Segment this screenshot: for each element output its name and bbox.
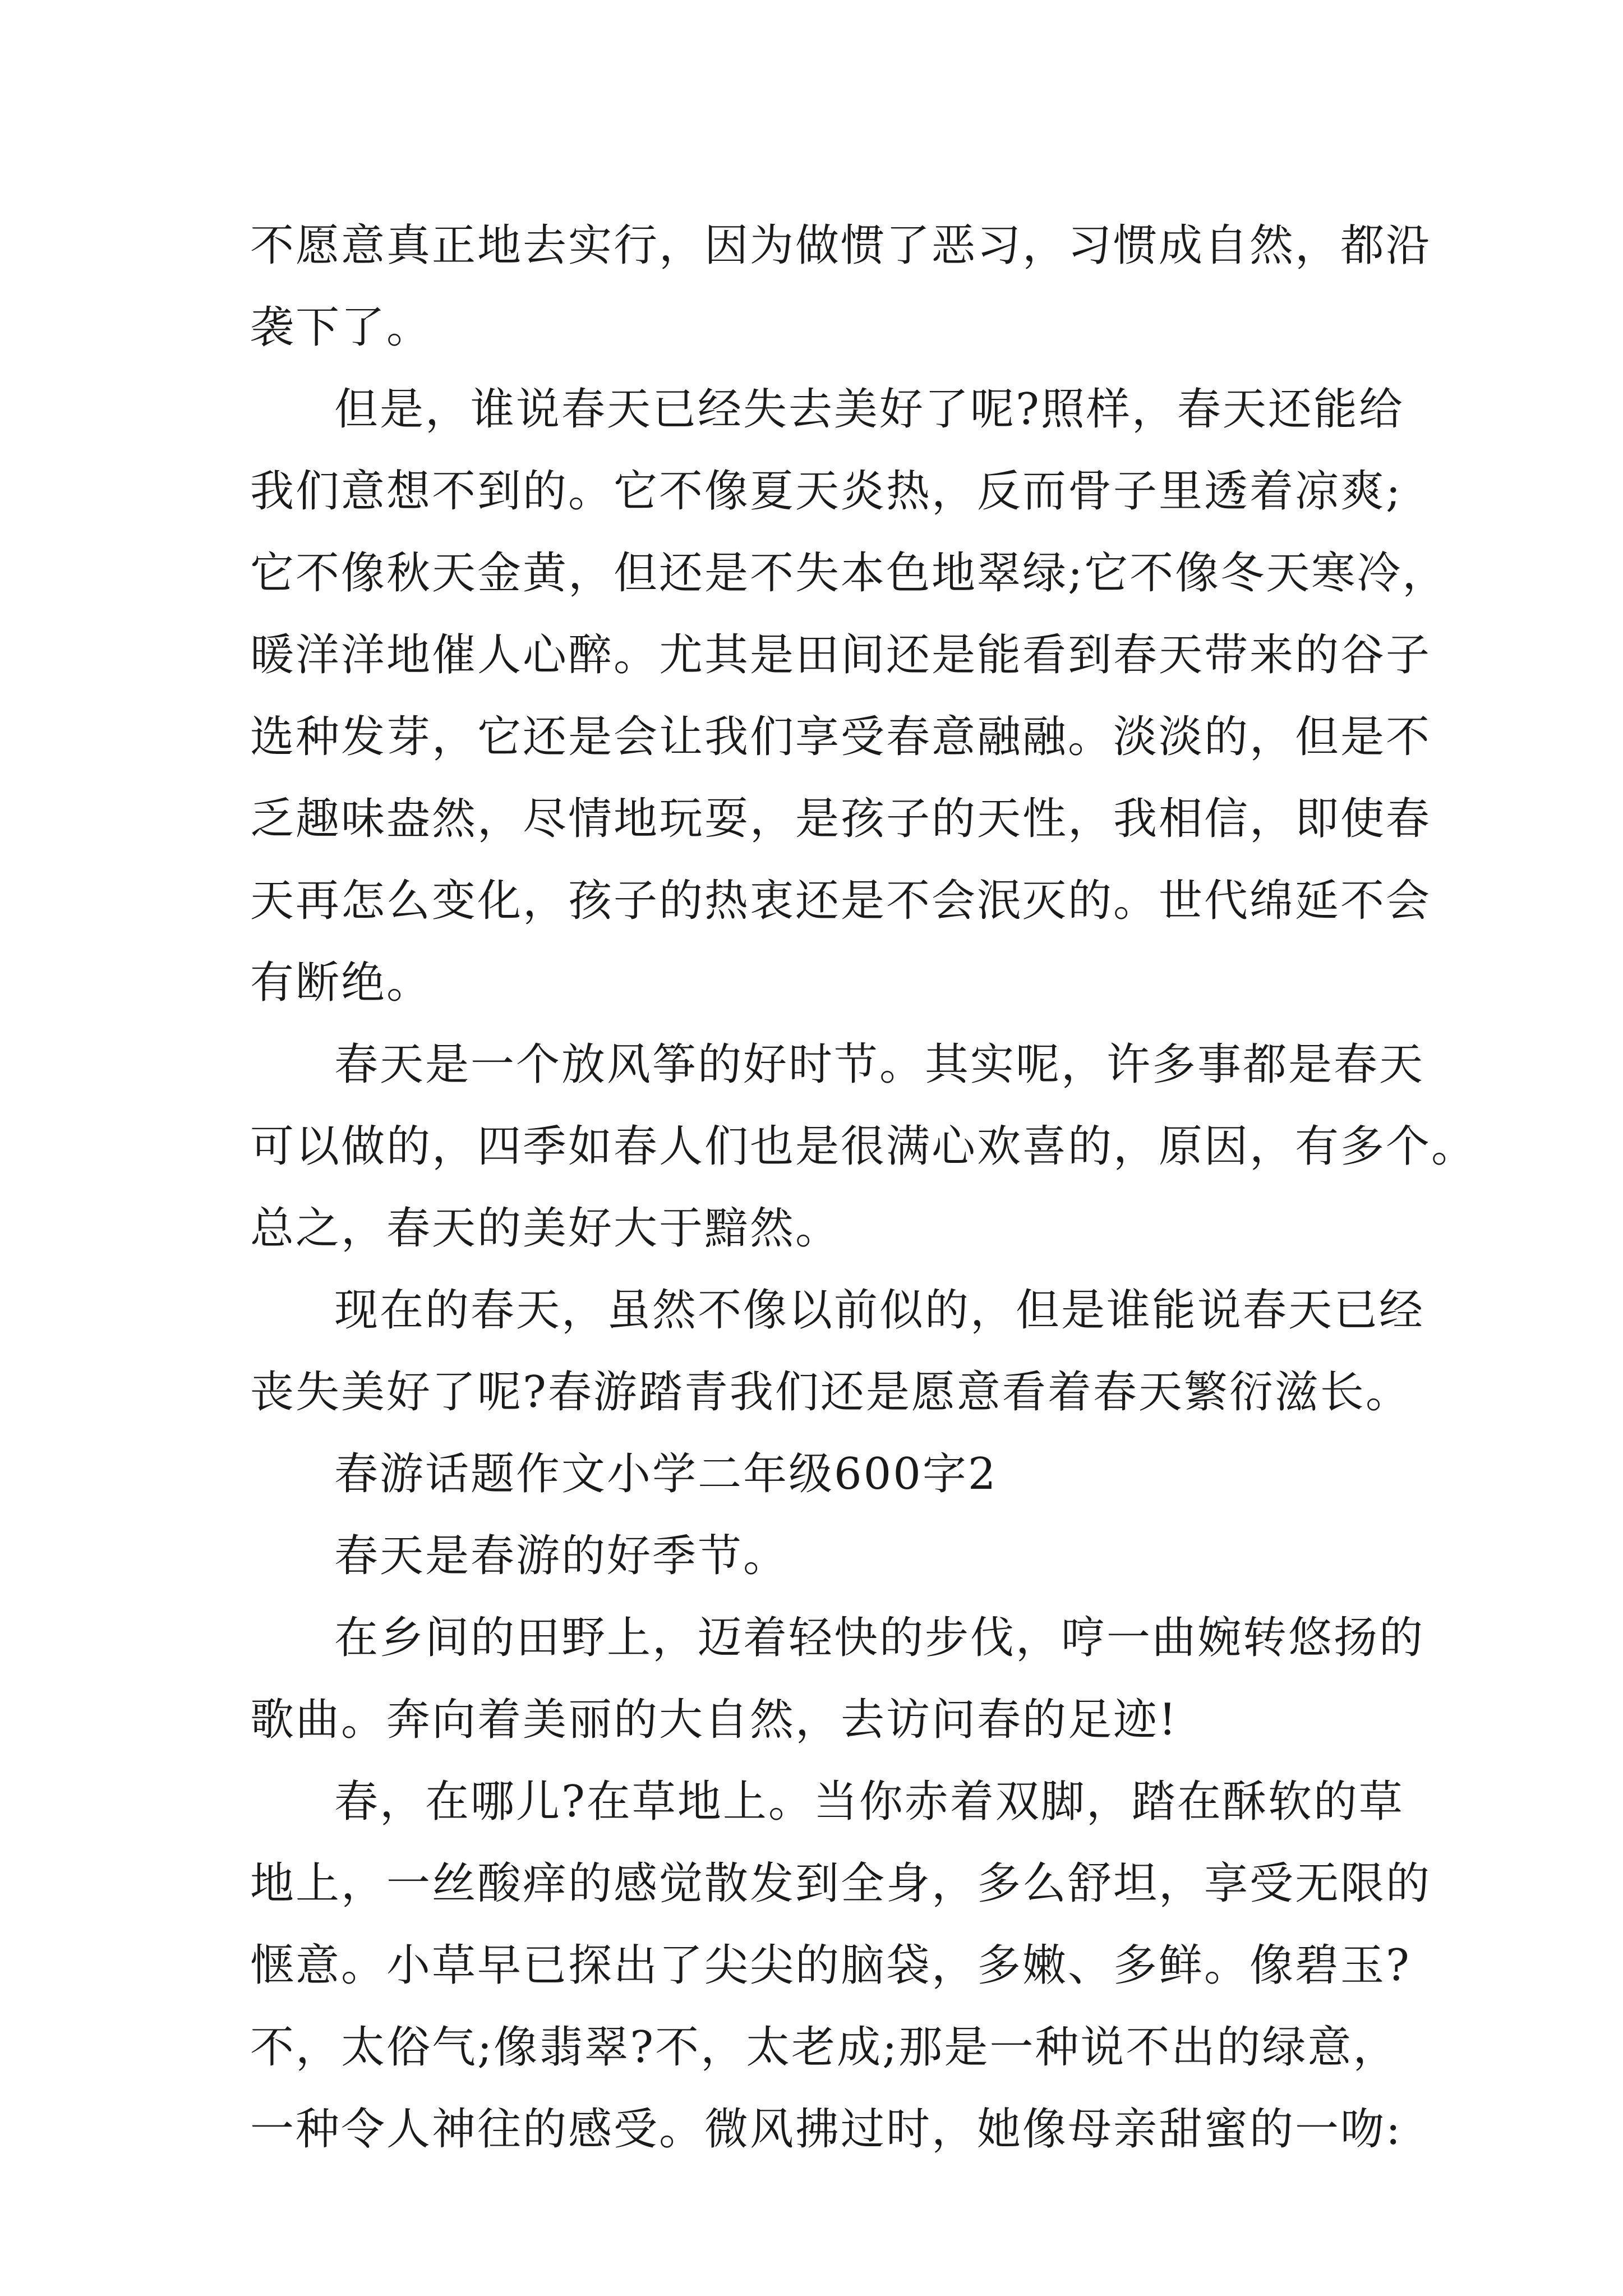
text-line: 一种令人神往的感受。微风拂过时，她像母亲甜蜜的一吻:	[250, 2104, 1403, 2155]
text-line: 不，太俗气;像翡翠?不，太老成;那是一种说不出的绿意，	[250, 2022, 1399, 2073]
text-line: 暖洋洋地催人心醉。尤其是田间还是能看到春天带来的谷子	[250, 630, 1432, 680]
text-line: 可以做的，四季如春人们也是很满心欢喜的，原因，有多个。	[250, 1121, 1477, 1172]
section-heading: 春游话题作文小学二年级600字2	[334, 1449, 998, 1499]
text-line: 我们意想不到的。它不像夏天炎热，反而骨子里透着凉爽;	[250, 466, 1403, 517]
text-line: 乏趣味盎然，尽情地玩耍，是孩子的天性，我相信，即使春	[250, 794, 1432, 844]
text-line: 春天是一个放风筝的好时节。其实呢，许多事都是春天	[334, 1039, 1425, 1090]
text-line: 它不像秋天金黄，但还是不失本色地翠绿;它不像冬天寒冷，	[250, 548, 1448, 599]
text-line: 歌曲。奔向着美丽的大自然，去访问春的足迹!	[250, 1695, 1178, 1745]
text-line: 但是，谁说春天已经失去美好了呢?照样，春天还能给	[334, 384, 1404, 435]
text-line: 不愿意真正地去实行，因为做惯了恶习，习惯成自然，都沿	[250, 220, 1432, 271]
text-line: 春天是春游的好季节。	[334, 1531, 789, 1581]
text-line: 春，在哪儿?在草地上。当你赤着双脚，踏在酥软的草	[334, 1777, 1404, 1827]
text-line: 总之，春天的美好大于黯然。	[250, 1203, 841, 1254]
document-body	[250, 205, 1477, 2170]
text-line: 丧失美好了呢?春游踏青我们还是愿意看着春天繁衍滋长。	[250, 1367, 1411, 1418]
text-line: 选种发芽，它还是会让我们享受春意融融。淡淡的，但是不	[250, 712, 1432, 762]
text-line: 现在的春天，虽然不像以前似的，但是谁能说春天已经	[334, 1285, 1425, 1336]
text-line: 有断绝。	[250, 958, 432, 1008]
text-line: 在乡间的田野上，迈着轻快的步伐，哼一曲婉转悠扬的	[334, 1613, 1425, 1663]
text-line: 惬意。小草早已探出了尖尖的脑袋，多嫩、多鲜。像碧玉?	[250, 1940, 1411, 1991]
text-line: 天再怎么变化，孩子的热衷还是不会泯灭的。世代绵延不会	[250, 876, 1432, 926]
text-line: 地上，一丝酸痒的感觉散发到全身，多么舒坦，享受无限的	[250, 1858, 1432, 1909]
text-line: 袭下了。	[250, 302, 432, 353]
